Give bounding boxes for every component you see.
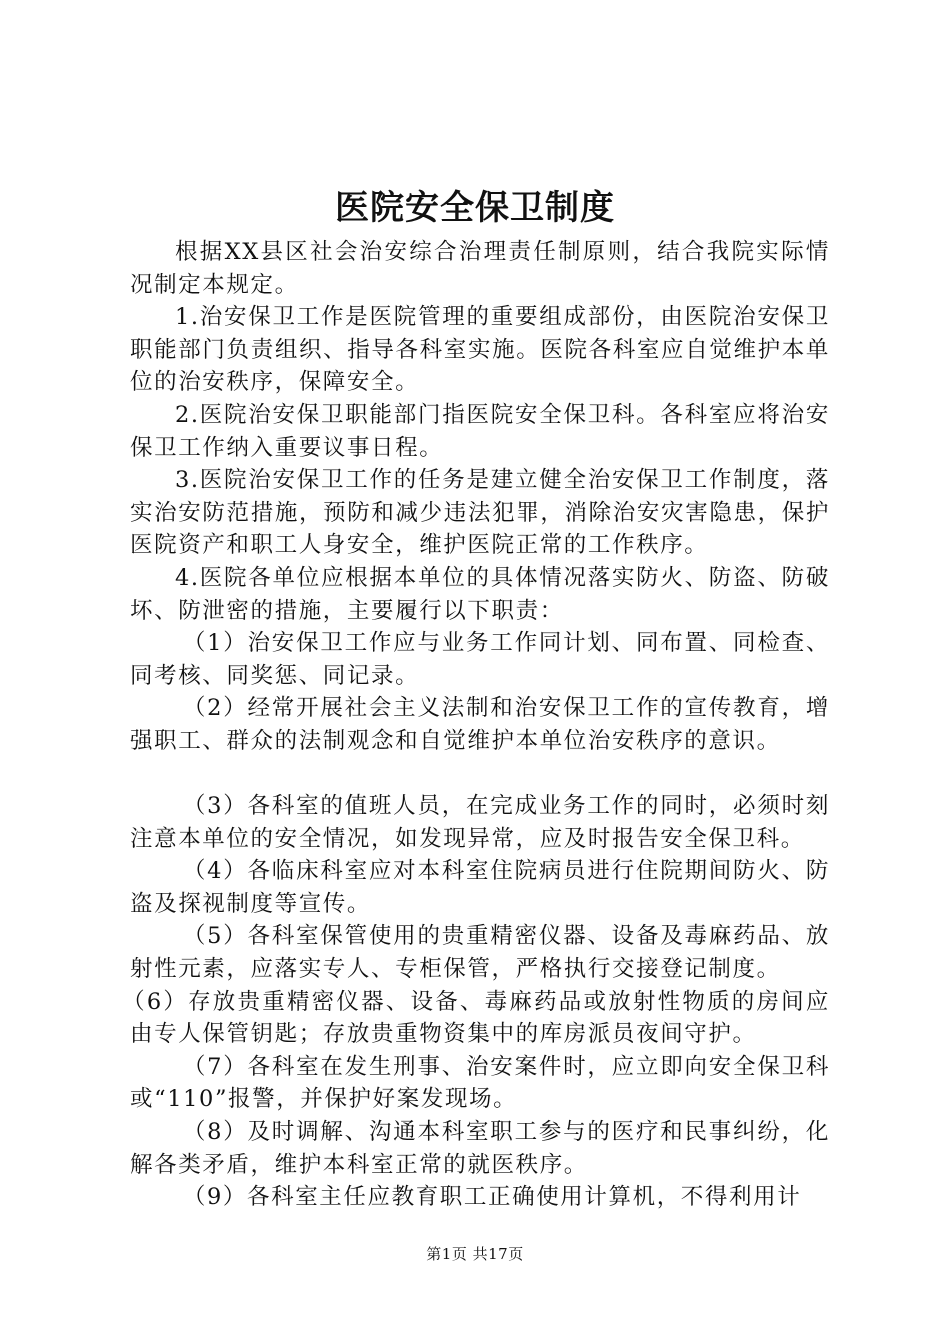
paragraph-item-6: （6）存放贵重精密仪器、设备、毒麻药品或放射性物质的房间应由专人保管钥匙；存放贵重物资集中的库房派员夜间守护。	[122, 988, 830, 1048]
paragraph-intro: 根据XX县区社会治安综合治理责任制原则，结合我院实际情况制定本规定。	[130, 239, 830, 298]
paragraph-article-4: 4.医院各单位应根据本单位的具体情况落实防火、防盗、防破坏、防泄密的措施，主要履行以下职责：	[130, 564, 830, 624]
paragraph-item-3: （3）各科室的值班人员，在完成业务工作的同时，必须时刻注意本单位的安全情况，如发现异常，应及时报告安全保卫科。	[130, 793, 830, 852]
paragraph-item-2: （2）经常开展社会主义法制和治安保卫工作的宣传教育，增强职工、群众的法制观念和自觉维护本单位治安秩序的意识。	[130, 695, 830, 754]
paragraph-item-7: （7）各科室在发生刑事、治安案件时，应立即向安全保卫科或“110”报警，并保护好案发现场。	[130, 1053, 830, 1113]
paragraph-item-4: （4）各临床科室应对本科室住院病员进行住院期间防火、防盗及探视制度等宣传。	[130, 858, 830, 917]
page-number-footer: 第1页 共17页	[426, 1245, 524, 1263]
paragraph-item-9: （9）各科室主任应教育职工正确使用计算机，不得利用计	[182, 1184, 802, 1211]
paragraph-item-1: （1）治安保卫工作应与业务工作同计划、同布置、同检查、同考核、同奖惩、同记录。	[130, 630, 830, 689]
paragraph-item-5: （5）各科室保管使用的贵重精密仪器、设备及毒麻药品、放射性元素，应落实专人、专柜保管，严格执行交接登记制度。	[130, 923, 830, 983]
paragraph-article-3: 3.医院治安保卫工作的任务是建立健全治安保卫工作制度，落实治安防范措施，预防和减少违法犯罪，消除治安灾害隐患，保护医院资产和职工人身安全，维护医院正常的工作秩序。	[130, 467, 830, 559]
document-title: 医院安全保卫制度	[335, 188, 615, 228]
paragraph-item-8: （8）及时调解、沟通本科室职工参与的医疗和民事纠纷，化解各类矛盾，维护本科室正常的就医秩序。	[130, 1119, 830, 1178]
paragraph-article-1: 1.治安保卫工作是医院管理的重要组成部份，由医院治安保卫职能部门负责组织、指导各科室实施。医院各科室应自觉维护本单位的治安秩序，保障安全。	[130, 304, 830, 396]
paragraph-article-2: 2.医院治安保卫职能部门指医院安全保卫科。各科室应将治安保卫工作纳入重要议事日程。	[130, 401, 830, 461]
paragraph-gap	[130, 758, 830, 791]
document-body	[122, 236, 830, 1214]
